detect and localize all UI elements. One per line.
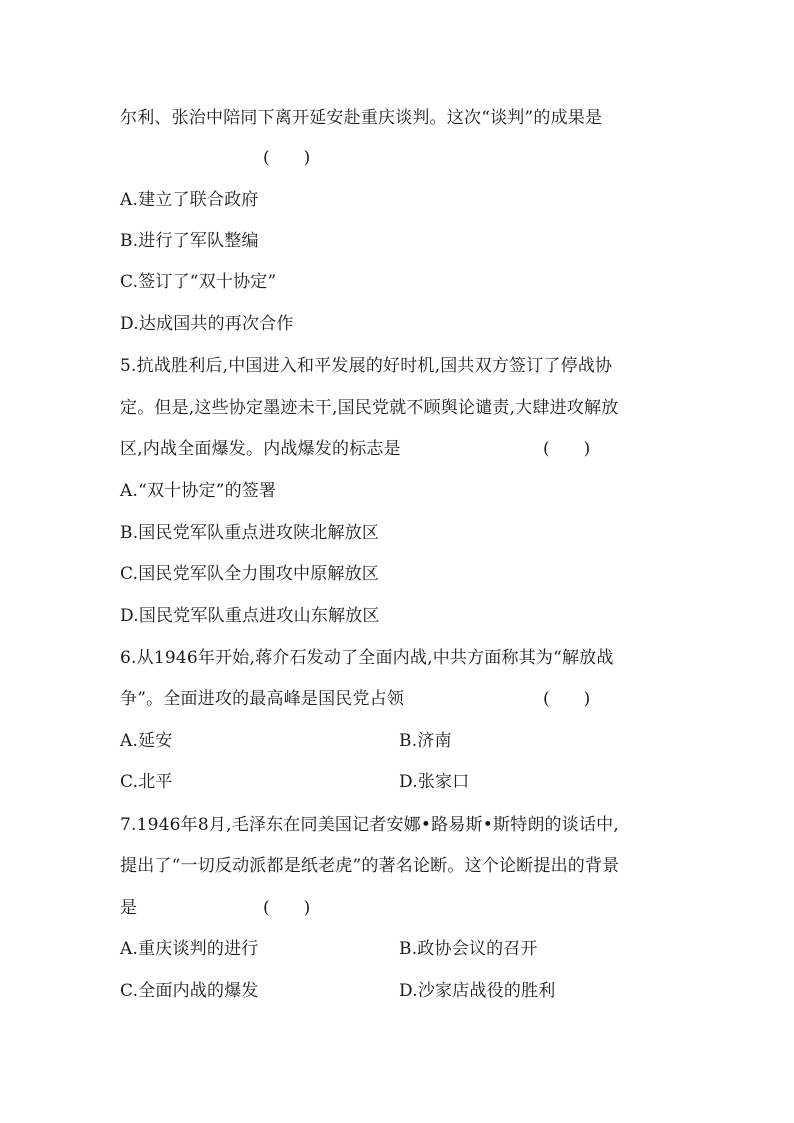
q6-option-c: C.北平 — [120, 772, 173, 792]
q6-option-d: D.张家口 — [399, 772, 470, 792]
q6-option-b: B.济南 — [399, 731, 452, 751]
q4-option-c: C.签订了“双十协定” — [120, 272, 277, 292]
q6-stem-line-2: 争”。全面进攻的最高峰是国民党占领 — [120, 689, 405, 709]
q5-option-a: A.“双十协定”的签署 — [120, 481, 277, 501]
q7-option-b: B.政协会议的召开 — [399, 939, 538, 959]
q4-stem-line: 尔利、张治中陪同下离开延安赴重庆谈判。这次“谈判”的成果是 — [120, 108, 603, 128]
q6-stem-line-1: 6.从1946年开始,蒋介石发动了全面内战,中共方面称其为“解放战 — [120, 648, 614, 668]
q7-option-a: A.重庆谈判的进行 — [120, 939, 259, 959]
q5-stem-line-2: 定。但是,这些协定墨迹未干,国民党就不顾舆论谴责,大肆进攻解放 — [120, 398, 619, 418]
q5-option-c: C.国民党军队全力围攻中原解放区 — [120, 564, 380, 584]
q7-answer-paren: ( ) — [263, 898, 311, 918]
q5-stem-line-3: 区,内战全面爆发。内战爆发的标志是 — [120, 439, 401, 459]
q7-option-d: D.沙家店战役的胜利 — [399, 981, 556, 1001]
q7-option-c: C.全面内战的爆发 — [120, 981, 259, 1001]
q7-stem-line-3: 是 — [120, 898, 138, 918]
q4-option-d: D.达成国共的再次合作 — [120, 314, 294, 334]
q5-option-d: D.国民党军队重点进攻山东解放区 — [120, 606, 380, 626]
q6-option-a: A.延安 — [120, 731, 173, 751]
q7-stem-line-2: 提出了“一切反动派都是纸老虎”的著名论断。这个论断提出的背景 — [120, 856, 620, 876]
q5-stem-line-1: 5.抗战胜利后,中国进入和平发展的好时机,国共双方签订了停战协 — [120, 356, 613, 376]
q5-option-b: B.国民党军队重点进攻陕北解放区 — [120, 523, 380, 543]
q5-answer-paren: ( ) — [543, 439, 591, 459]
q4-option-a: A.建立了联合政府 — [120, 190, 259, 210]
q6-answer-paren: ( ) — [543, 689, 591, 709]
q7-stem-line-1: 7.1946年8月,毛泽东在同美国记者安娜•路易斯•斯特朗的谈话中, — [120, 815, 619, 835]
q4-option-b: B.进行了军队整编 — [120, 231, 259, 251]
q4-answer-paren: ( ) — [263, 148, 311, 168]
